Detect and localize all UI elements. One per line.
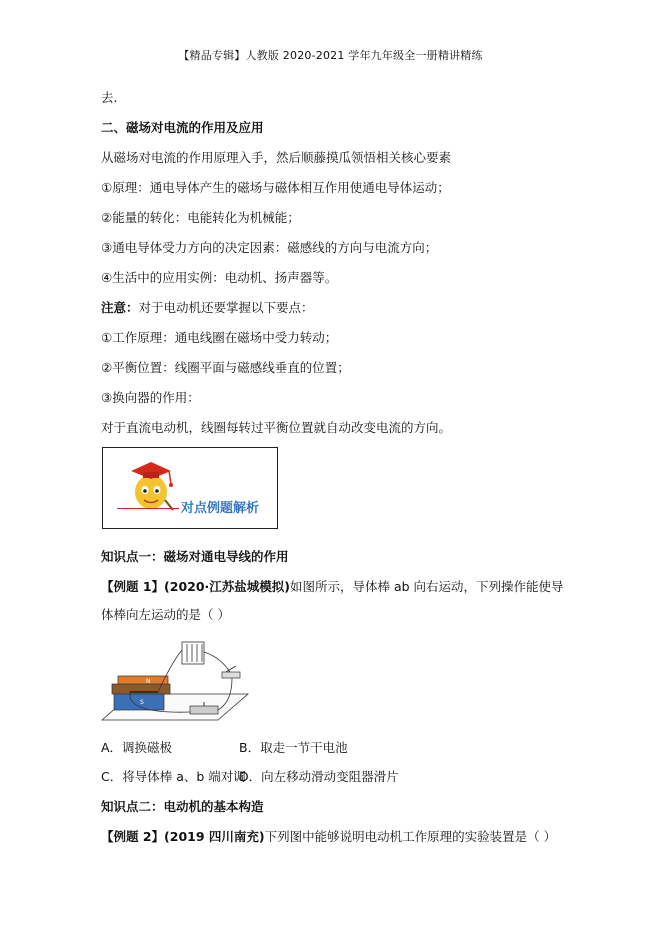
note-label: 注意： [101,300,139,315]
knowledge-point-heading: 知识点二：电动机的基本构造 [101,799,264,814]
text-line: ①原理：通电导体产生的磁场与磁体相互作用使通电导体运动； [101,180,450,195]
option-c: C．将导体棒 a、b 端对调 [101,769,246,784]
text-line: ①工作原理：通电线圈在磁场中受力转动； [101,330,338,345]
note-line [101,298,314,316]
page-header: 【精品专辑】人教版 2020-2021 学年九年级全一册精讲精练 [178,49,483,62]
example-1-text-cont: 体棒向左运动的是（ ） [101,607,230,622]
svg-text:N: N [146,678,151,685]
text-line: ③通电导体受力方向的决定因素：磁感线的方向与电流方向； [101,240,438,255]
text-line: ②平衡位置：线圈平面与磁感线垂直的位置； [101,360,350,375]
text-line: ②能量的转化：电能转化为机械能； [101,210,300,225]
text-line: ④生活中的应用实例：电动机、扬声器等。 [101,270,338,285]
mascot-graduate-icon [121,454,181,516]
example-2-text: 下列图中能够说明电动机工作原理的实验装置是（ ） [264,829,557,844]
text-line: 去. [101,90,118,105]
option-d: D．向左移动滑动变阻器滑片 [239,769,399,784]
example-2-question [101,827,556,845]
banner-title: 对点例题解析 [181,501,260,516]
example-1-question [101,577,564,595]
note-text: 对于电动机还要掌握以下要点： [138,300,314,315]
example-2-tag: 【例题 2】(2019 四川南充) [101,829,265,844]
option-b: B．取走一节干电池 [239,740,348,755]
text-line: 对于直流电动机，线圈每转过平衡位置就自动改变电流的方向。 [101,420,452,435]
text-line: 从磁场对电流的作用原理入手，然后顺藤摸瓜领悟相关核心要素 [101,150,452,165]
section-heading: 二、磁场对电流的作用及应用 [101,120,264,135]
text-line: ③换向器的作用： [101,390,200,405]
example-1-tag: 【例题 1】(2020·江苏盐城模拟) [101,579,291,594]
example-1-text: 如图所示，导体棒 ab 向右运动，下列操作能使导 [290,579,564,594]
motor-experiment-figure [100,632,250,727]
example-banner [102,447,278,529]
banner-underline [117,508,179,509]
svg-text:S: S [140,699,144,706]
knowledge-point-heading: 知识点一：磁场对通电导线的作用 [101,549,289,564]
option-a: A．调换磁极 [101,740,173,755]
